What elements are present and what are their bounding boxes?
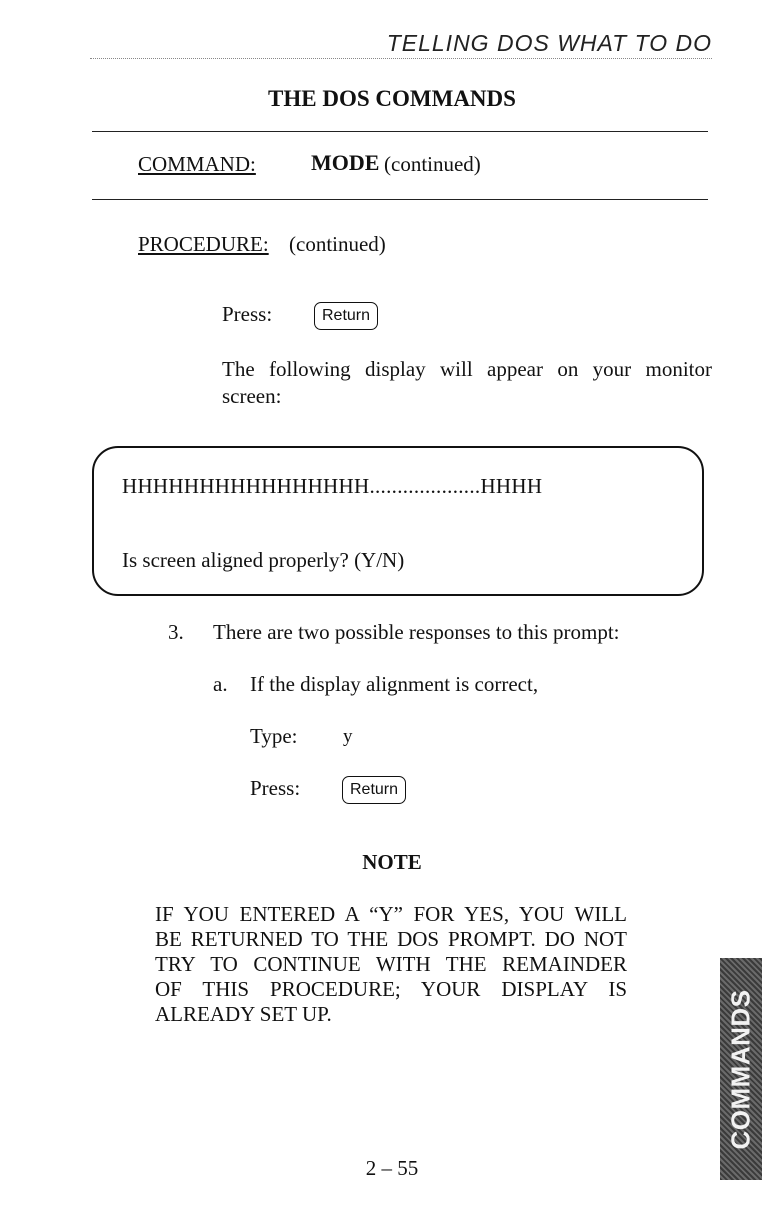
running-head: TELLING DOS WHAT TO DO	[386, 30, 712, 56]
section-tab-label	[720, 958, 762, 1180]
note-line: IF YOU ENTERED A “Y” FOR YES, YOU WILL	[155, 902, 627, 926]
procedure-continued: (continued)	[289, 232, 386, 256]
command-label: COMMAND:	[138, 152, 256, 176]
command-continued: (continued)	[384, 152, 481, 176]
note-line: OF THIS PROCEDURE; YOUR DISPLAY IS	[155, 977, 627, 1001]
display-intro: The following display will appear on your monitor screen:	[222, 357, 712, 408]
bottom-rule	[92, 199, 708, 200]
top-rule	[92, 131, 708, 132]
note-line: TRY TO CONTINUE WITH THE REMAINDER	[155, 952, 627, 976]
press-label: Press:	[222, 302, 273, 326]
screen-prompt: Is screen aligned properly? (Y/N)	[122, 548, 405, 572]
section-title: THE DOS COMMANDS	[268, 86, 516, 111]
item-number: 3.	[168, 620, 184, 644]
return-key-2-label: Return	[342, 776, 406, 804]
note-line: BE RETURNED TO THE DOS PROMPT. DO NOT	[155, 927, 627, 951]
return-key-2	[342, 776, 406, 804]
note-text	[155, 902, 627, 1027]
type-label: Type:	[250, 724, 298, 748]
note-title: NOTE	[362, 850, 422, 874]
item-text: There are two possible responses to this prompt:	[213, 620, 620, 644]
note-line: ALREADY SET UP.	[155, 1002, 332, 1026]
subitem-text: If the display alignment is correct,	[250, 672, 539, 696]
procedure-label: PROCEDURE:	[138, 232, 269, 256]
screen-alignment-pattern: HHHHHHHHHHHHHHHH....................HHHH	[122, 474, 543, 498]
running-head-rule	[90, 58, 712, 59]
press-label-2: Press:	[250, 776, 301, 800]
subitem-letter: a.	[213, 672, 228, 696]
command-name: MODE	[311, 150, 380, 175]
type-value: y	[343, 726, 353, 747]
page-number: 2 – 55	[365, 1156, 419, 1180]
return-key-label: Return	[314, 302, 378, 330]
screen-display-box	[92, 446, 704, 596]
section-tab-text: COMMANDS	[725, 989, 756, 1149]
return-key	[314, 302, 378, 330]
